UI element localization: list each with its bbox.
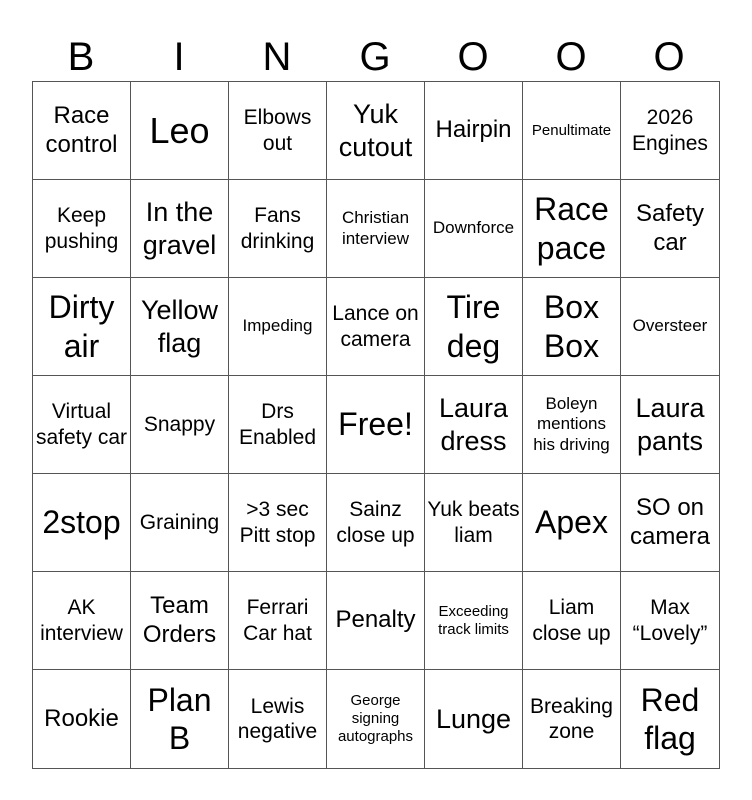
bingo-cell[interactable] (131, 474, 229, 572)
cell-label: Yuk cutout (338, 99, 413, 162)
cell-label: Laura dress (438, 393, 509, 456)
bingo-cell[interactable] (327, 82, 425, 180)
bingo-board (32, 81, 720, 769)
bingo-cell[interactable] (621, 82, 719, 180)
cell-label: Laura pants (635, 393, 705, 456)
cell-label: 2026 Engines (632, 106, 708, 155)
cell-label: Graining (139, 510, 220, 534)
header-letter-o-3: O (653, 35, 685, 79)
bingo-cell[interactable] (621, 670, 719, 768)
bingo-cell[interactable] (425, 376, 523, 474)
bingo-cell[interactable] (229, 180, 327, 278)
cell-label: Apex (535, 504, 608, 541)
bingo-cell[interactable] (229, 82, 327, 180)
cell-label: Dirty air (48, 289, 115, 364)
bingo-cell[interactable] (523, 376, 621, 474)
bingo-cell[interactable] (425, 474, 523, 572)
cell-label: Rookie (44, 704, 119, 732)
bingo-cell[interactable] (523, 572, 621, 670)
bingo-cell[interactable] (33, 278, 131, 376)
cell-label: Free! (338, 406, 413, 443)
bingo-cell[interactable] (131, 278, 229, 376)
bingo-cell[interactable] (425, 278, 523, 376)
bingo-cell[interactable] (131, 180, 229, 278)
bingo-cell[interactable] (523, 670, 621, 768)
bingo-header (32, 34, 720, 80)
cell-label: Hairpin (435, 116, 512, 144)
cell-label: George signing autographs (337, 692, 414, 745)
bingo-cell[interactable] (523, 82, 621, 180)
cell-label: Keep pushing (44, 204, 119, 253)
header-letter-o-1: O (457, 35, 489, 79)
cell-label: Box Box (543, 289, 600, 364)
header-letter-o-2: O (555, 35, 587, 79)
bingo-cell[interactable] (425, 82, 523, 180)
cell-label: Sainz close up (336, 498, 415, 547)
bingo-cell[interactable] (229, 474, 327, 572)
bingo-cell[interactable] (523, 474, 621, 572)
bingo-cell[interactable] (229, 670, 327, 768)
bingo-cell[interactable] (621, 180, 719, 278)
bingo-cell[interactable] (131, 82, 229, 180)
cell-label: Lewis negative (237, 694, 318, 743)
bingo-cell[interactable] (621, 278, 719, 376)
bingo-cell[interactable] (425, 670, 523, 768)
cell-label: Race control (45, 101, 118, 158)
bingo-cell[interactable] (327, 572, 425, 670)
cell-label: Oversteer (632, 316, 708, 336)
cell-label: Leo (149, 109, 210, 151)
bingo-cell[interactable] (425, 180, 523, 278)
bingo-cell[interactable] (33, 180, 131, 278)
cell-label: Plan B (147, 681, 212, 756)
bingo-cell[interactable] (621, 474, 719, 572)
bingo-cell[interactable] (327, 180, 425, 278)
cell-label: Drs Enabled (238, 400, 317, 449)
header-letter-b: B (67, 35, 95, 79)
cell-label: Impeding (242, 316, 313, 336)
bingo-cell[interactable] (523, 278, 621, 376)
cell-label: Lunge (435, 703, 512, 734)
header-letter-g: G (359, 35, 391, 79)
bingo-cell[interactable] (33, 474, 131, 572)
bingo-cell[interactable] (33, 376, 131, 474)
cell-label: Team Orders (142, 591, 217, 648)
cell-label: Race pace (534, 191, 609, 266)
bingo-cell[interactable] (327, 376, 425, 474)
header-letter-n: N (262, 35, 292, 79)
bingo-cell[interactable] (327, 670, 425, 768)
cell-label: Virtual safety car (35, 400, 128, 449)
cell-label: Snappy (143, 412, 216, 436)
bingo-cell[interactable] (131, 376, 229, 474)
cell-label: Yuk beats liam (427, 498, 520, 547)
cell-label: Liam close up (532, 596, 611, 645)
cell-label: Fans drinking (240, 204, 315, 253)
cell-label: Safety car (635, 199, 705, 256)
cell-label: Yellow flag (140, 295, 219, 358)
cell-label: Max “Lovely” (632, 596, 708, 645)
cell-label: Downforce (432, 218, 515, 238)
cell-label: Christian interview (341, 208, 410, 248)
bingo-cell[interactable] (327, 278, 425, 376)
cell-label: >3 sec Pitt stop (239, 498, 316, 547)
cell-label: Penultimate (531, 121, 612, 139)
cell-label: 2stop (42, 504, 121, 541)
cell-label: In the gravel (142, 197, 217, 260)
cell-label: Ferrari Car hat (243, 596, 312, 645)
cell-label: Elbows out (243, 106, 312, 155)
bingo-cell[interactable] (229, 278, 327, 376)
cell-label: SO on camera (629, 493, 711, 550)
cell-label: Breaking zone (530, 694, 613, 743)
cell-label: Penalty (335, 606, 416, 634)
bingo-cell[interactable] (523, 180, 621, 278)
header-letter-i: I (173, 35, 185, 79)
bingo-cell[interactable] (33, 670, 131, 768)
cell-label: Red flag (640, 681, 700, 756)
bingo-cell[interactable] (229, 376, 327, 474)
bingo-cell[interactable] (131, 572, 229, 670)
bingo-cell[interactable] (229, 572, 327, 670)
bingo-cell[interactable] (33, 82, 131, 180)
cell-label: Tire deg (446, 289, 501, 364)
bingo-cell[interactable] (33, 572, 131, 670)
bingo-cell[interactable] (621, 572, 719, 670)
bingo-cell[interactable] (425, 572, 523, 670)
bingo-cell[interactable] (131, 670, 229, 768)
cell-label: Boleyn mentions his driving (533, 393, 610, 454)
bingo-cell[interactable] (621, 376, 719, 474)
bingo-cell[interactable] (327, 474, 425, 572)
cell-label: Exceeding track limits (438, 602, 509, 638)
cell-label: Lance on camera (332, 302, 419, 351)
cell-label: AK interview (40, 596, 123, 645)
